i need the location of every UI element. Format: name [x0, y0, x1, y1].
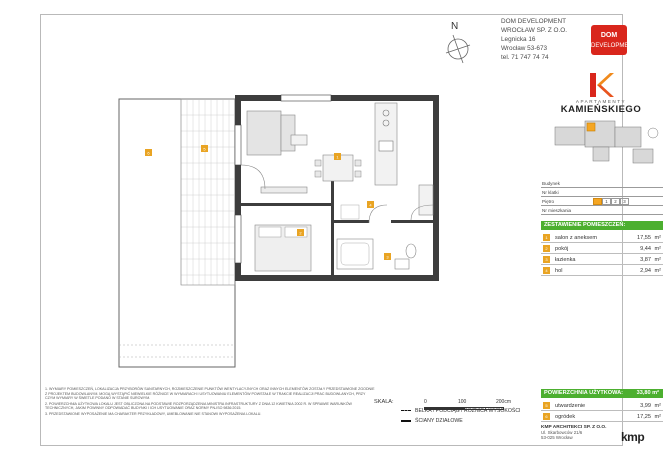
room-tag-3: 3 — [386, 254, 389, 260]
apartment-info-table — [541, 179, 663, 215]
plan-notes — [45, 387, 375, 417]
floor-box — [593, 198, 602, 205]
room-area: 17,55 — [637, 235, 651, 241]
scale-tick: 100 — [458, 399, 467, 405]
room-unit: m² — [654, 235, 661, 241]
k-logo-icon — [588, 73, 614, 97]
building-key-plan — [553, 119, 663, 180]
project-logo — [539, 73, 663, 115]
room-tag-5: 5 — [203, 146, 206, 152]
scale-bar — [374, 399, 512, 405]
note: 1. WYMIARY POMIESZCZEŃ, LOKALIZACJA PRZYBORÓW SANITARNYCH, ROZMIESZCZENIE PUNKTÓW WENTYLACYJNYCH ORAZ INNYCH ELEMENTÓW ZOSTAŁY PRZEDSTAWIONE ZGODNIE Z PROJEKTEM BUDOWLANYM. MOGĄ WYSTĄPIĆ NIEWIELKIE RÓŻNICE W WYMIARACH I USYTUOWANIU ELEMENTÓW POWSTAŁE W TRAKCIE REALIZACJI PRAC BUDOWLANYCH, PRZY CZYM WYMIARY W ŚWIETLE PODANO W STANIE SUROWYM. — [45, 387, 375, 400]
coffee-table — [291, 135, 307, 145]
room-row — [541, 265, 663, 276]
room-number: 3 — [543, 256, 550, 263]
developer-line: WROCŁAW SP. Z O.O. — [501, 27, 568, 34]
dashed-line-icon — [401, 410, 411, 411]
scale-label: SKALA: — [374, 399, 394, 405]
usable-area-value: 33,80 m² — [636, 390, 659, 396]
legend-item-walls — [401, 417, 521, 427]
room-area: 9,44 — [640, 246, 651, 252]
extra-area-number: 5 — [543, 402, 550, 409]
sofa — [247, 111, 281, 155]
dom-logo — [591, 25, 637, 55]
info-row-apartment — [541, 206, 663, 215]
solid-line-icon — [401, 420, 411, 422]
info-row-staircase — [541, 188, 663, 197]
info-label: Budynek — [542, 181, 560, 186]
north-compass — [443, 21, 473, 70]
room-number: 2 — [543, 245, 550, 252]
room-area: 2,94 — [640, 268, 651, 274]
room-number: 4 — [543, 267, 550, 274]
info-label: Nr mieszkania — [542, 208, 572, 213]
rooms-title: ZESTAWIENIE POMIESZCZEŃ: — [541, 221, 663, 230]
dom-logo-text: DOM — [600, 32, 618, 39]
info-label: Piętro — [542, 199, 555, 204]
extra-area-name: utwardzenie — [555, 403, 586, 409]
sink — [395, 259, 409, 269]
note: 2. POWIERZCHNIA UŻYTKOWA LOKALU JEST OBLICZONA NA PODSTAWIE ROZPORZĄDZENIA MINISTRA INFRASTRUKTURY Z DNIA 12 KWIETNIA 2002 R. W SPRAWIE WARUNKÓW TECHNICZNYCH, JAKIM POWINNY ODPOWIADAĆ BUDYNKI I ICH USYTUOWANIE ORAZ NORMY PN-ISO 9836:2015. — [45, 401, 352, 410]
architect-line: Ul. Skarbowców 21/6 — [541, 430, 583, 436]
room-name: salon z aneksem — [555, 235, 597, 241]
room-unit: m² — [654, 246, 661, 252]
dom-logo-sub: DEVELOPMENT — [591, 43, 637, 49]
note: 3. PRZEDSTAWIONE WYPOSAŻENIE MA CHARAKTER PRZYKŁADOWY, UMEBLOWANIE NIE STANOWI WYPOSAŻENIA LOKALU. — [45, 411, 262, 416]
extra-area-value: 3,99 — [640, 403, 651, 409]
developer-line: DOM DEVELOPMENT — [501, 18, 566, 25]
extra-areas-list — [541, 400, 663, 422]
project-name: KAMIEŃSKIEGO — [560, 104, 642, 115]
legend-item-beam — [401, 407, 521, 417]
room-area: 3,87 — [640, 257, 651, 263]
room-number: 1 — [543, 234, 550, 241]
usable-area-title: POWIERZCHNIA UŻYTKOWA: — [544, 390, 624, 396]
developer-line: Wrocław 53-673 — [501, 45, 548, 52]
room-tag-4: 4 — [369, 202, 372, 208]
architect-info — [541, 425, 606, 441]
floor-plan — [41, 15, 441, 385]
plan-legend — [401, 407, 521, 427]
scale-tick: 200cm — [496, 399, 512, 405]
room-tag-2: 2 — [299, 230, 302, 236]
floor-box: 1 — [602, 198, 611, 205]
rooms-list — [541, 232, 663, 276]
room-name: łazienka — [555, 257, 576, 263]
room-name: pokój — [555, 246, 569, 252]
legend-label: ŚCIANY DZIAŁOWE — [415, 418, 463, 424]
room-unit: m² — [654, 257, 661, 263]
info-row-building — [541, 179, 663, 188]
developer-info — [501, 17, 567, 62]
room-tag-6: 6 — [147, 150, 150, 156]
architect-line: 53-025 Wrocław — [541, 435, 573, 441]
room-name: hol — [555, 268, 563, 274]
scale-tick: 0 — [424, 399, 427, 405]
floor-box: 2 — [611, 198, 620, 205]
extra-area-unit: m² — [654, 414, 661, 420]
info-label: Nr klatki — [542, 190, 559, 195]
tv-unit — [261, 187, 307, 193]
developer-line: Legnicka 16 — [501, 36, 536, 43]
kmp-logo: kmp — [621, 430, 645, 444]
garden-area — [119, 99, 235, 367]
apartment-marker — [587, 123, 595, 131]
bathtub — [337, 239, 373, 269]
architect-name: KMP ARCHITEKCI SP. Z O.O. — [541, 425, 607, 430]
usable-area-header — [541, 389, 663, 398]
toilet — [406, 244, 416, 258]
extra-area-value: 17,25 — [637, 414, 651, 420]
room-row — [541, 254, 663, 265]
room-unit: m² — [654, 268, 661, 274]
developer-line: tel. 71 747 74 74 — [501, 54, 549, 61]
floor-box: 3 — [620, 198, 629, 205]
extra-area-unit: m² — [654, 403, 661, 409]
north-label: N — [451, 21, 459, 32]
extra-area-name: ogródek — [555, 414, 576, 420]
floor-plan-sheet — [40, 14, 661, 446]
project-subtitle: APARTAMENTY — [575, 99, 627, 104]
info-row-floor — [541, 197, 663, 206]
room-row — [541, 243, 663, 254]
room-tag-1: 1 — [336, 154, 339, 160]
wardrobe — [419, 185, 433, 215]
extra-area-number: 6 — [543, 413, 550, 420]
legend-label: BELKA / PODCIĄG / RÓŻNICA WYSOKOŚCI — [415, 408, 521, 414]
room-row — [541, 232, 663, 243]
extra-area-row — [541, 400, 663, 411]
extra-area-row — [541, 411, 663, 422]
